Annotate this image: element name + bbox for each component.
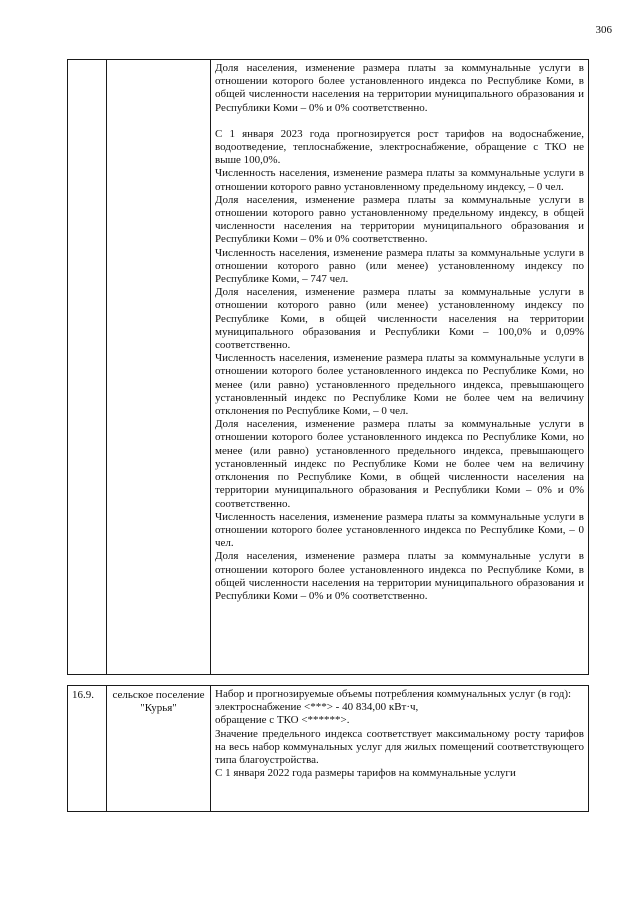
settlement-name: сельское поселение "Курья"	[112, 689, 205, 715]
paragraph: Доля населения, изменение размера платы за коммунальные услуги в отношении которого более установленного индекса по Республике Коми, в общей численности населения на территории муниципального образования и Республики Коми – 0% и 0% соответственно.	[215, 62, 584, 114]
settlement-name-cell	[107, 60, 211, 675]
settlement-name	[107, 60, 210, 63]
table-row	[68, 686, 589, 812]
description-cell	[211, 60, 589, 675]
description-text	[211, 60, 588, 603]
paragraph: Доля населения, изменение размера платы за коммунальные услуги в отношении которого более установленного индекса по Республике Коми, в общей численности населения на территории муниципального образования и Республики Коми – 0% и 0% соответственно.	[215, 550, 584, 602]
paragraph: Доля населения, изменение размера платы за коммунальные услуги в отношении которого равно установленному предельному индексу, в общей численности населения на территории муниципального образования и Республики Коми – 0% и 0% соответственно.	[215, 193, 584, 246]
row-number: 16.9.	[72, 689, 94, 701]
paragraph: Набор и прогнозируемые объемы потребления коммунальных услуг (в год):	[215, 688, 572, 700]
row-number-cell	[68, 60, 107, 675]
description-text	[211, 686, 588, 780]
table-row	[68, 60, 589, 675]
paragraph: С 1 января 2023 года прогнозируется рост тарифов на водоснабжение, водоотведение, теплоснабжение, электроснабжение, обращение с ТКО не выше 100,0%.	[215, 127, 584, 167]
row-number	[68, 60, 106, 63]
paragraph: электроснабжение <***> - 40 834,00 кВт·ч,	[215, 701, 419, 714]
table-spacer-row	[68, 675, 589, 686]
row-number-cell	[68, 686, 107, 812]
paragraph: Численность населения, изменение размера платы за коммунальные услуги в отношении которого более установленного индекса по Республике Коми, но менее (или равно) установленного предельного индекса, превышающего установленный индекс по Республике Коми не более чем на величину отклонения по Республике Коми, – 0 чел.	[215, 352, 584, 418]
paragraph: Доля населения, изменение размера платы за коммунальные услуги в отношении которого равно (или менее) установленному индексу по Республике Коми, в общей численности населения на территории муниципального образования и Республики Коми – 100,0% и 0,09% соответственно.	[215, 286, 584, 352]
paragraph: Численность населения, изменение размера платы за коммунальные услуги в отношении которого более установленного индекса по Республике Коми, – 0 чел.	[215, 510, 584, 550]
paragraph: Численность населения, изменение размера платы за коммунальные услуги в отношении которого равно (или менее) установленному индексу по Республике Коми, – 747 чел.	[215, 246, 584, 286]
document-table	[67, 59, 589, 812]
settlement-name-cell	[107, 686, 211, 812]
page-number: 306	[595, 24, 612, 36]
description-cell	[211, 686, 589, 812]
paragraph: Доля населения, изменение размера платы за коммунальные услуги в отношении которого более установленного индекса по Республике Коми, но менее (или равно) установленного предельного индекса, превышающего установленный индекс по Республике Коми не более чем на величину отклонения по Республике Коми, в общей численности населения на территории муниципального образования и Республики Коми – 0% и 0% соответственно.	[215, 418, 584, 510]
paragraph: Численность населения, изменение размера платы за коммунальные услуги в отношении которого равно установленному предельному индексу, – 0 чел.	[215, 167, 584, 193]
paragraph: Значение предельного индекса соответствует максимальному росту тарифов на весь набор коммунальных услуг для жилых помещений соответствующего типа благоустройства.	[215, 727, 584, 767]
paragraph: С 1 января 2022 года размеры тарифов на коммунальные услуги	[215, 767, 516, 780]
paragraph-gap	[215, 115, 584, 128]
paragraph: обращение с ТКО <******>.	[215, 714, 350, 727]
